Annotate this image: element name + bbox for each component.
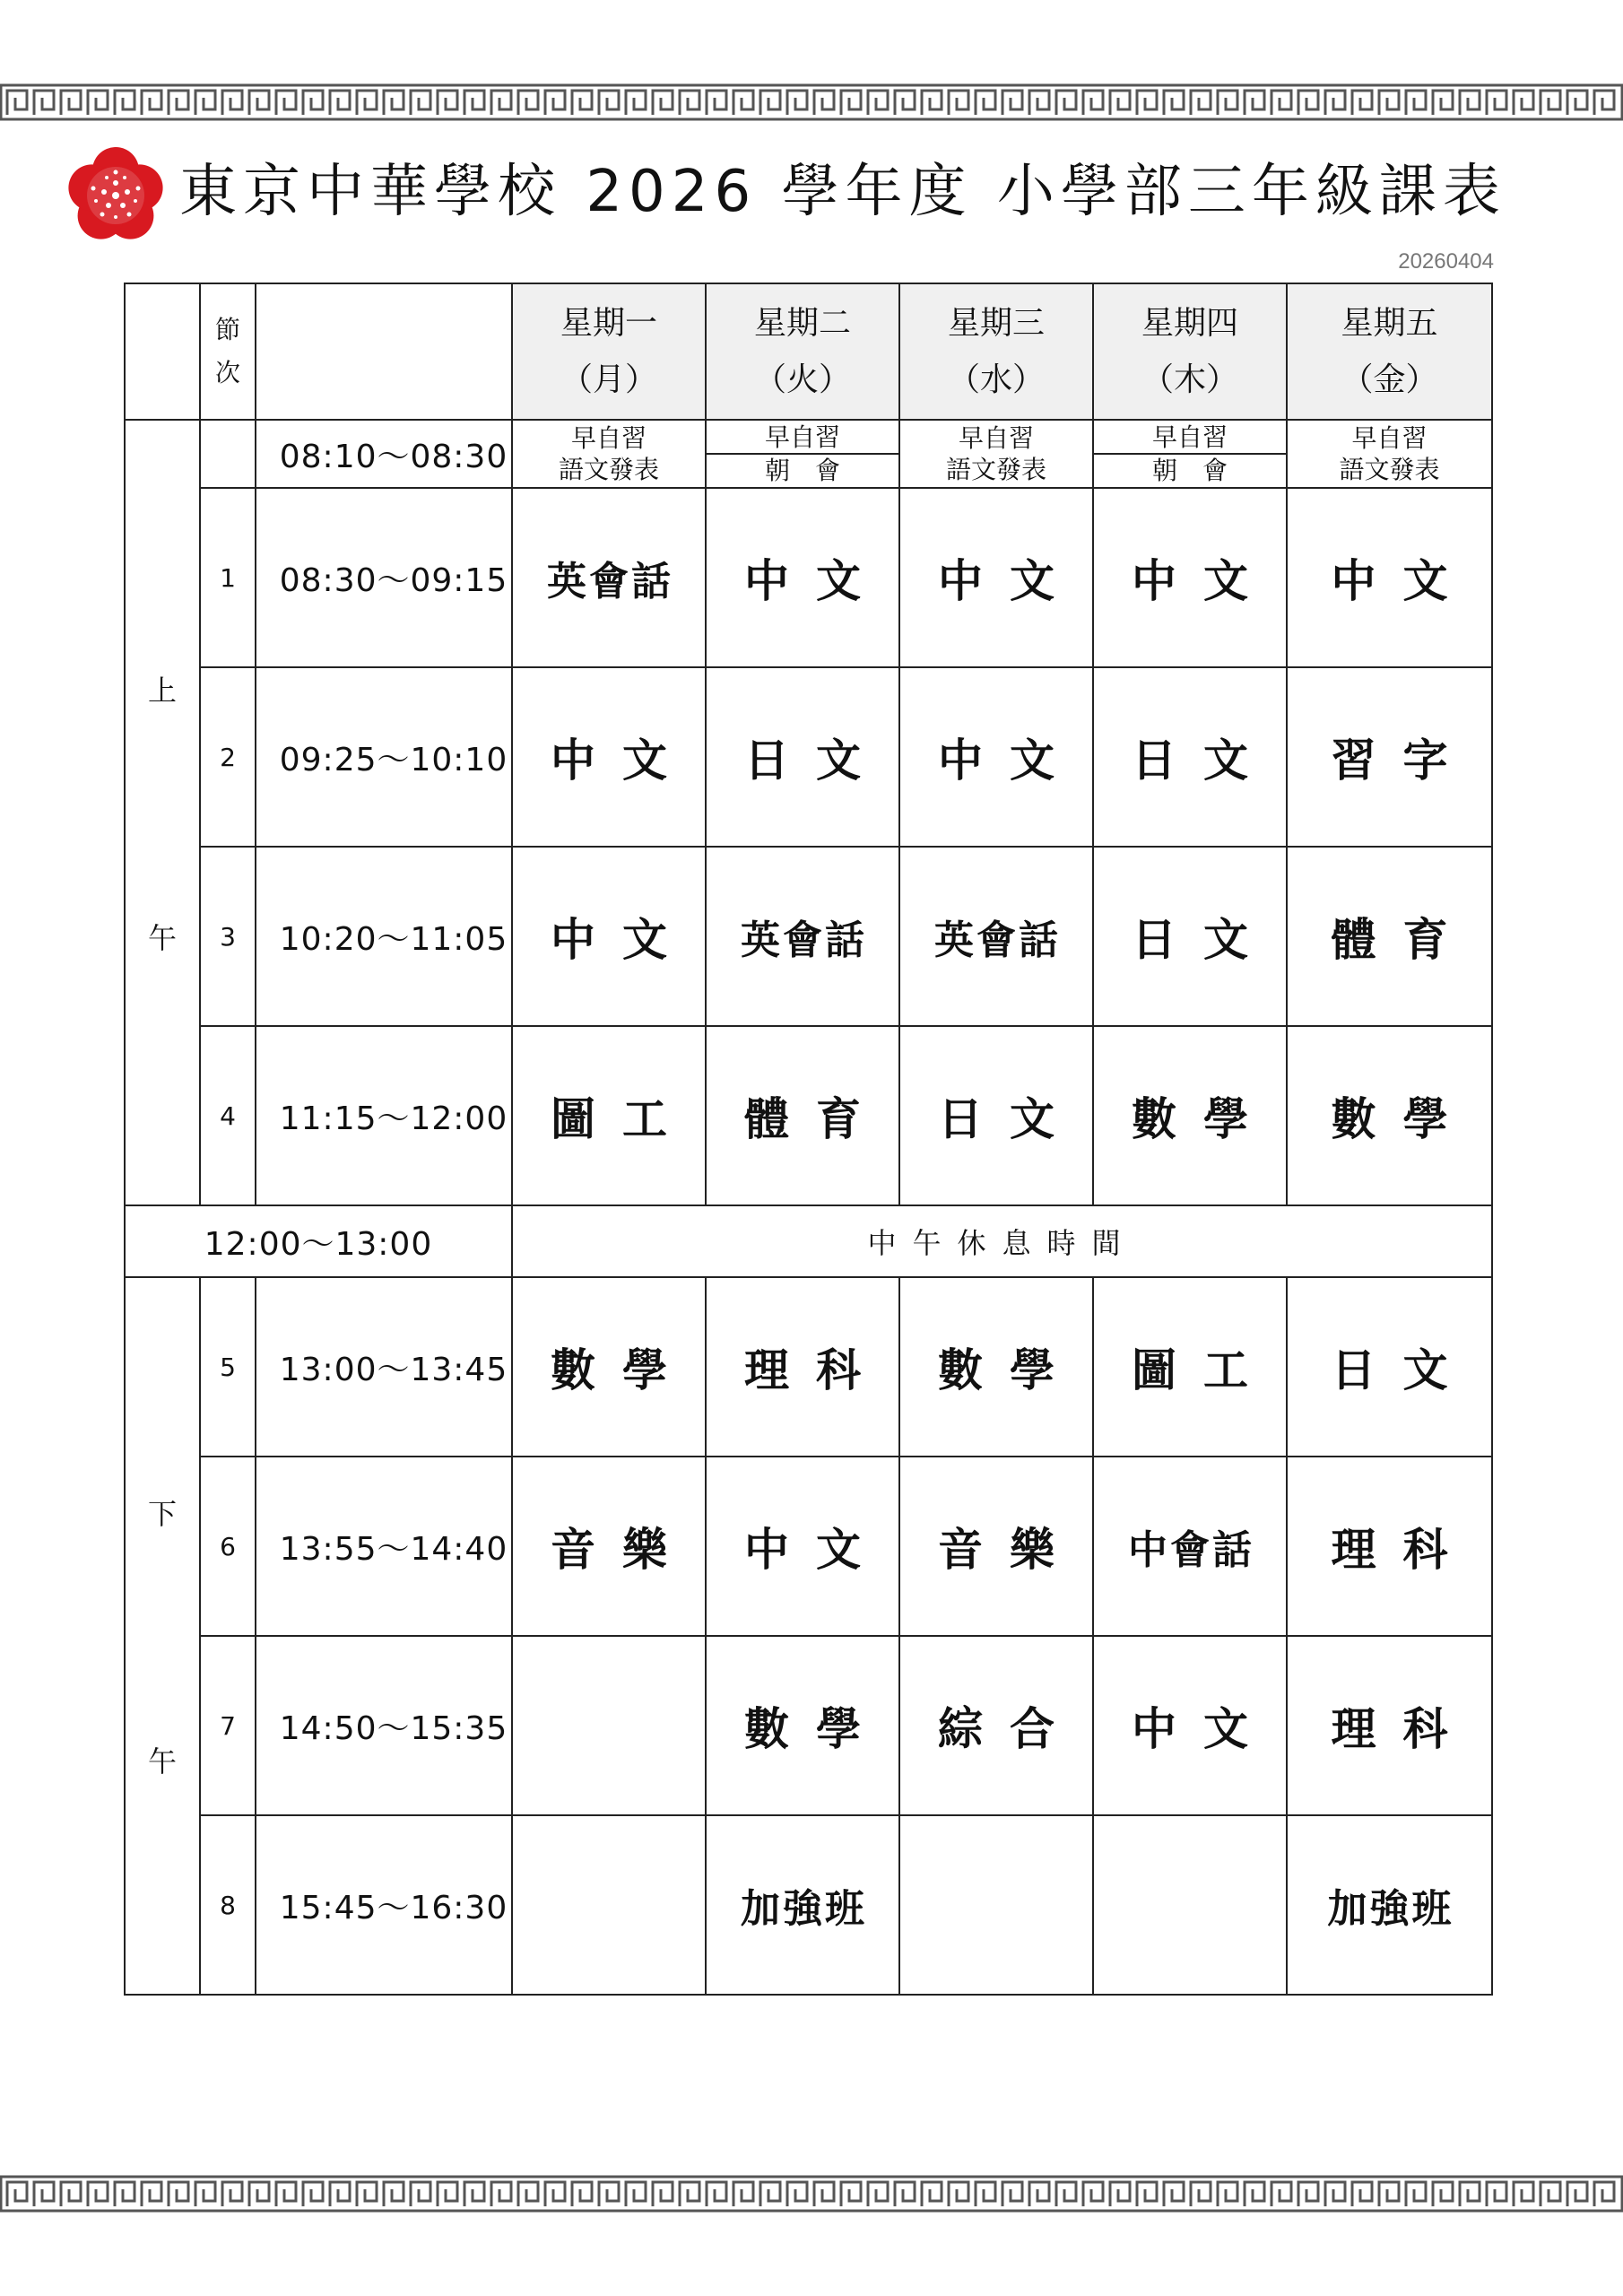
subject-cell: 日文 — [1093, 667, 1287, 847]
period-row — [125, 1457, 1492, 1636]
pm-half-label: 下 午 — [125, 1277, 200, 1995]
period-row — [125, 1815, 1492, 1995]
period-row — [125, 488, 1492, 667]
morning-time: 08:10～08:30 — [256, 420, 512, 488]
morning-cell-thu: 早自習 朝 會 — [1093, 420, 1287, 488]
subject-cell: 數學 — [512, 1277, 706, 1457]
subject-cell: 音樂 — [512, 1457, 706, 1636]
period-number: 3 — [200, 847, 256, 1026]
subject-cell: 中文 — [1093, 488, 1287, 667]
subject-cell: 數學 — [1093, 1026, 1287, 1205]
subject-cell: 習字 — [1287, 667, 1492, 847]
day-header-wed: 星期三 （水） — [899, 283, 1093, 420]
subject-cell: 中文 — [512, 667, 706, 847]
subject-cell — [1093, 1815, 1287, 1995]
school-logo — [66, 146, 165, 245]
period-time: 13:55～14:40 — [256, 1457, 512, 1636]
subject-cell: 加強班 — [1287, 1815, 1492, 1995]
lunch-row — [125, 1205, 1492, 1277]
morning-cell-fri: 早自習 語文發表 — [1287, 420, 1492, 488]
corner-cell — [125, 283, 200, 420]
period-time: 15:45～16:30 — [256, 1815, 512, 1995]
subject-cell: 理科 — [1287, 1636, 1492, 1815]
subject-cell: 英會話 — [899, 847, 1093, 1026]
subject-cell: 日文 — [899, 1026, 1093, 1205]
subject-cell: 英會話 — [706, 847, 899, 1026]
period-number: 4 — [200, 1026, 256, 1205]
subject-cell: 數學 — [706, 1636, 899, 1815]
document-date: 20260404 — [1398, 249, 1494, 274]
day-header-fri: 星期五 （金） — [1287, 283, 1492, 420]
subject-cell: 圖工 — [512, 1026, 706, 1205]
period-number: 2 — [200, 667, 256, 847]
day-header-thu: 星期四 （木） — [1093, 283, 1287, 420]
bottom-key-border — [0, 2174, 1623, 2213]
subject-cell: 中文 — [512, 847, 706, 1026]
lunch-time: 12:00～13:00 — [125, 1205, 512, 1277]
subject-cell: 數學 — [1287, 1026, 1492, 1205]
subject-cell: 中文 — [706, 488, 899, 667]
day-header-mon: 星期一 （月） — [512, 283, 706, 420]
subject-cell — [512, 1815, 706, 1995]
morning-period-cell — [200, 420, 256, 488]
period-row — [125, 1636, 1492, 1815]
period-row — [125, 1277, 1492, 1457]
subject-cell: 理科 — [1287, 1457, 1492, 1636]
subject-cell: 日文 — [1093, 847, 1287, 1026]
top-key-border — [0, 83, 1623, 122]
subject-cell: 加強班 — [706, 1815, 899, 1995]
period-time: 11:15～12:00 — [256, 1026, 512, 1205]
subject-cell: 中文 — [706, 1457, 899, 1636]
subject-cell: 圖工 — [1093, 1277, 1287, 1457]
period-number: 7 — [200, 1636, 256, 1815]
period-number: 8 — [200, 1815, 256, 1995]
period-number: 6 — [200, 1457, 256, 1636]
period-row — [125, 1026, 1492, 1205]
subject-cell: 中文 — [899, 667, 1093, 847]
morning-cell-wed: 早自習 語文發表 — [899, 420, 1093, 488]
period-row — [125, 667, 1492, 847]
am-half-label: 上 午 — [125, 420, 200, 1205]
page-title: 東京中華學校 2026 學年度 小學部三年級課表 — [179, 159, 1506, 225]
period-column-header: 節 次 — [200, 283, 256, 420]
subject-cell: 體育 — [1287, 847, 1492, 1026]
subject-cell: 數學 — [899, 1277, 1093, 1457]
subject-cell: 中會話 — [1093, 1457, 1287, 1636]
subject-cell: 體育 — [706, 1026, 899, 1205]
subject-cell: 中文 — [899, 488, 1093, 667]
period-time: 13:00～13:45 — [256, 1277, 512, 1457]
period-time: 09:25～10:10 — [256, 667, 512, 847]
subject-cell — [899, 1815, 1093, 1995]
period-number: 1 — [200, 488, 256, 667]
subject-cell — [512, 1636, 706, 1815]
subject-cell: 日文 — [1287, 1277, 1492, 1457]
period-time: 14:50～15:35 — [256, 1636, 512, 1815]
subject-cell: 日文 — [706, 667, 899, 847]
header-row — [125, 283, 1492, 420]
timetable — [124, 283, 1493, 1996]
time-column-header — [256, 283, 512, 420]
subject-cell: 理科 — [706, 1277, 899, 1457]
subject-cell: 中文 — [1093, 1636, 1287, 1815]
subject-cell: 英會話 — [512, 488, 706, 667]
morning-row — [125, 420, 1492, 488]
period-time: 10:20～11:05 — [256, 847, 512, 1026]
morning-cell-mon: 早自習 語文發表 — [512, 420, 706, 488]
period-number: 5 — [200, 1277, 256, 1457]
subject-cell: 綜合 — [899, 1636, 1093, 1815]
subject-cell: 中文 — [1287, 488, 1492, 667]
subject-cell: 音樂 — [899, 1457, 1093, 1636]
day-header-tue: 星期二 （火） — [706, 283, 899, 420]
period-row — [125, 847, 1492, 1026]
lunch-label: 中午休息時間 — [512, 1205, 1492, 1277]
period-time: 08:30～09:15 — [256, 488, 512, 667]
morning-cell-tue: 早自習 朝 會 — [706, 420, 899, 488]
